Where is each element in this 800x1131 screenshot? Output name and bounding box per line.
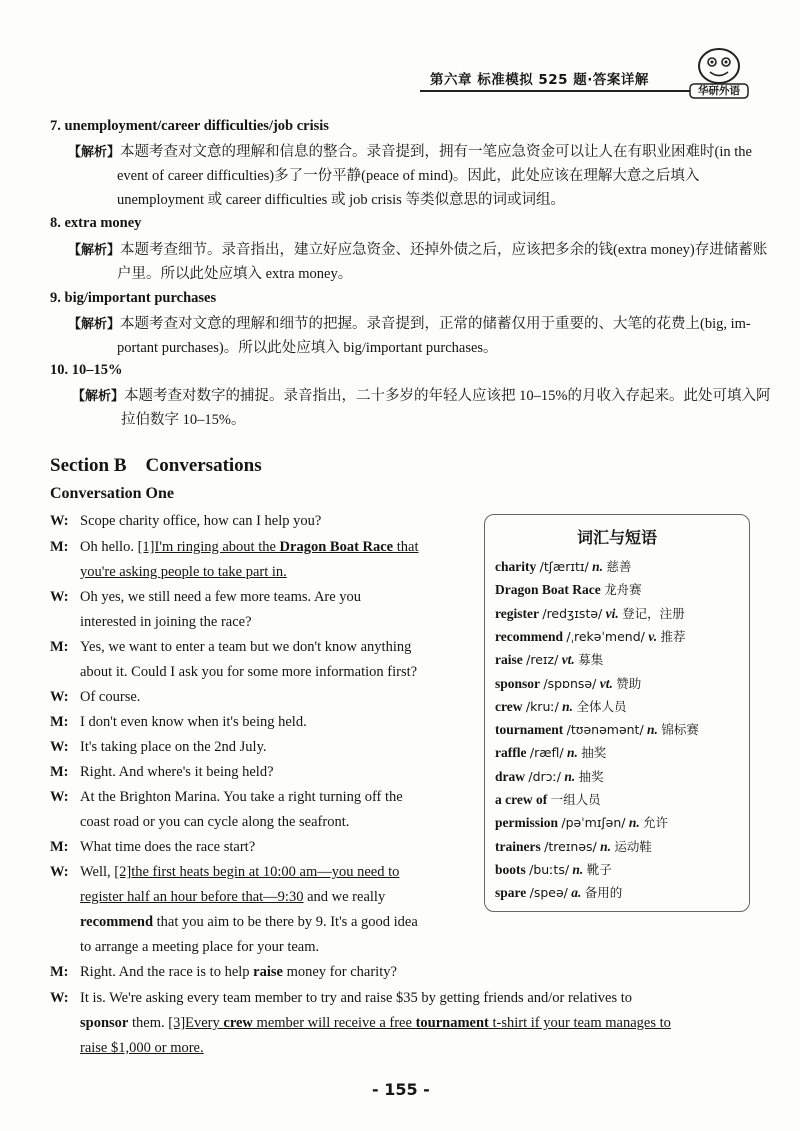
vocab-cn: 登记，注册 [622, 605, 685, 621]
vocab-word: raise [495, 652, 523, 668]
dialogue-line-cont: sponsor them. [3]Every crew member will receive a free tournament t-shirt if your team manages to [80, 1015, 671, 1031]
vocab-phon: /treɪnəs/ [544, 838, 597, 854]
answer-9: 9. big/important purchases [50, 290, 217, 306]
vocab-cn: 募集 [578, 652, 604, 668]
vocab-pos: a. [571, 885, 582, 901]
vocab-item [495, 557, 631, 575]
vocab-phon: /buːts/ [529, 861, 570, 877]
vocab-cn: 慈善 [606, 559, 632, 574]
vocab-phon: /redʒɪstə/ [542, 605, 603, 621]
vocab-word: draw [495, 768, 525, 784]
vocab-pos: n. [572, 861, 584, 877]
analysis-7-line2: event of career difficulties)多了一份平静(peace of mind)。因此，此处应该在理解大意之后填入 [117, 168, 700, 184]
analysis-9-line2: portant purchases)。所以此处应填入 big/important purchases。 [117, 340, 498, 356]
answer-7: 7. unemployment/career difficulties/job crisis [50, 118, 329, 134]
dialogue-line: W: At the Brighton Marina. You take a right turning off the [50, 789, 403, 805]
logo-text: 华研外语 [698, 85, 740, 97]
dialogue-line-cont: register half an hour before that—9:30 and we really [80, 889, 386, 905]
analysis-9-line1: 【解析】本题考查对文意的理解和细节的把握。录音提到，正常的储蓄仅用于重要的、大笔的花费上(big, im- [68, 316, 751, 332]
vocab-item [495, 720, 699, 738]
vocab-phon: /kruː/ [525, 698, 559, 714]
conversation-title: Conversation One [50, 485, 174, 502]
analysis-8-line2: 户里。所以此处应填入 extra money。 [117, 266, 353, 282]
vocab-phon: /pəˈmɪʃən/ [561, 815, 626, 831]
publisher-logo [688, 44, 750, 100]
vocab-word: raffle [495, 745, 527, 761]
page-number: - 155 - [372, 1080, 430, 1099]
vocab-pos: vt. [599, 675, 613, 691]
vocab-phon: /ræfl/ [529, 745, 564, 761]
vocab-item [495, 837, 652, 855]
dialogue-line: M: Right. And where's it being held? [50, 764, 274, 780]
dialogue-line-cont: about it. Could I ask you for some more information first? [80, 664, 418, 680]
vocab-word: a crew of [495, 792, 548, 807]
vocab-word: register [495, 605, 539, 621]
vocab-box [484, 514, 750, 912]
analysis-7-line3: unemployment 或 career difficulties 或 job crisis 等类似意思的词或词组。 [117, 192, 565, 208]
dialogue-line: W: It is. We're asking every team member to try and raise $35 by getting friends and/or relatives to [50, 990, 633, 1006]
vocab-item [495, 743, 606, 761]
vocab-item [495, 697, 626, 715]
dialogue-line-cont: recommend that you aim to be there by 9. It's a good idea [80, 914, 418, 930]
vocab-cn: 全体人员 [576, 698, 627, 714]
vocab-item [495, 883, 622, 901]
vocab-cn: 龙舟赛 [604, 582, 642, 598]
analysis-7-line1: 【解析】本题考查对文意的理解和信息的整合。录音提到，拥有一笔应急资金可以让人在有职业困难时(in the [68, 144, 752, 160]
header-rule [420, 90, 702, 92]
vocab-title: 词汇与短语 [576, 528, 657, 547]
vocab-cn: 推荐 [660, 628, 686, 644]
vocab-word: permission [495, 815, 559, 831]
chapter-header: 第六章 标准模拟 525 题·答案详解 [430, 72, 649, 88]
vocab-word: charity [495, 559, 537, 574]
vocab-item [495, 604, 685, 622]
vocab-cn: 一组人员 [550, 792, 601, 807]
dialogue-line: M: Oh hello. [1]I'm ringing about the Dragon Boat Race that [50, 539, 419, 555]
vocab-phon: /reɪz/ [526, 652, 559, 668]
vocab-cn: 允许 [643, 815, 669, 831]
vocab-pos: n. [628, 815, 640, 831]
vocab-cn: 备用的 [584, 885, 623, 901]
dialogue-line: W: Well, [2]the first heats begin at 10:00 am—you need to [50, 864, 400, 880]
vocab-item [495, 860, 612, 878]
analysis-10-line1: 【解析】本题考查对数字的捕捉。录音指出，二十多岁的年轻人应该把 10–15%的月收入存起来。此处可填入阿 [72, 388, 771, 404]
dialogue-line: W: It's taking place on the 2nd July. [50, 739, 267, 755]
vocab-phon: /spɒnsə/ [543, 675, 597, 691]
vocab-phon: /tʊənəmənt/ [566, 722, 644, 738]
dialogue-line: M: Yes, we want to enter a team but we don't know anything [50, 639, 412, 655]
vocab-item [495, 790, 601, 808]
dialogue-line: W: Oh yes, we still need a few more teams. Are you [50, 589, 362, 605]
vocab-cn: 锦标赛 [661, 722, 699, 738]
vocab-cn: 抽奖 [581, 745, 607, 761]
vocab-phon: /drɔː/ [528, 768, 561, 784]
vocab-item [495, 580, 642, 598]
section-title: Section B Conversations [50, 455, 262, 476]
vocab-pos: n. [647, 722, 658, 738]
vocab-cn: 抽奖 [578, 768, 604, 784]
dialogue-line-cont: raise $1,000 or more. [80, 1040, 204, 1056]
vocab-pos: n. [592, 559, 604, 574]
vocab-item [495, 650, 603, 668]
vocab-pos: vt. [561, 652, 575, 668]
analysis-8-line1: 【解析】本题考查细节。录音指出，建立好应急资金、还掉外债之后，应该把多余的钱(extra money)存进储蓄账 [68, 242, 768, 258]
dialogue-line-cont: coast road or you can cycle along the seafront. [80, 814, 350, 830]
vocab-word: trainers [495, 838, 541, 854]
dialogue-line: M: What time does the race start? [50, 839, 256, 855]
answer-10: 10. 10–15% [50, 362, 123, 378]
vocab-word: Dragon Boat Race [495, 582, 601, 598]
vocab-item [495, 767, 604, 785]
dialogue-line: W: Scope charity office, how can I help you? [50, 513, 322, 529]
vocab-phon: /ˌrekəˈmend/ [566, 628, 645, 644]
vocab-phon: /speə/ [529, 885, 568, 901]
vocab-pos: n. [566, 745, 578, 761]
vocab-word: sponsor [495, 675, 541, 691]
vocab-item [495, 674, 641, 692]
vocab-word: tournament [495, 722, 564, 738]
vocab-pos: n. [564, 768, 576, 784]
vocab-word: spare [495, 885, 527, 901]
dialogue-line: M: I don't even know when it's being held. [50, 714, 307, 730]
vocab-pos: v. [648, 628, 658, 644]
analysis-10-line2: 拉伯数字 10–15%。 [121, 412, 246, 428]
dialogue-line: W: Of course. [50, 689, 141, 705]
vocab-word: crew [495, 698, 523, 714]
dialogue-line-cont: you're asking people to take part in. [80, 564, 287, 580]
dialogue-line-cont: to arrange a meeting place for your team. [80, 939, 320, 955]
answer-8: 8. extra money [50, 215, 142, 231]
vocab-cn: 靴子 [586, 861, 612, 877]
vocab-word: boots [495, 861, 526, 877]
vocab-pos: n. [562, 698, 574, 714]
dialogue-line: M: Right. And the race is to help raise money for charity? [50, 964, 397, 980]
vocab-item [495, 627, 686, 645]
dialogue-line-cont: interested in joining the race? [80, 614, 252, 630]
vocab-pos: vi. [605, 605, 619, 621]
vocab-phon: /tʃærɪtɪ/ [539, 559, 589, 574]
vocab-cn: 赞助 [616, 675, 642, 691]
vocab-item [495, 813, 668, 831]
vocab-pos: n. [600, 838, 612, 854]
vocab-cn: 运动鞋 [614, 838, 652, 854]
vocab-word: recommend [495, 628, 563, 644]
